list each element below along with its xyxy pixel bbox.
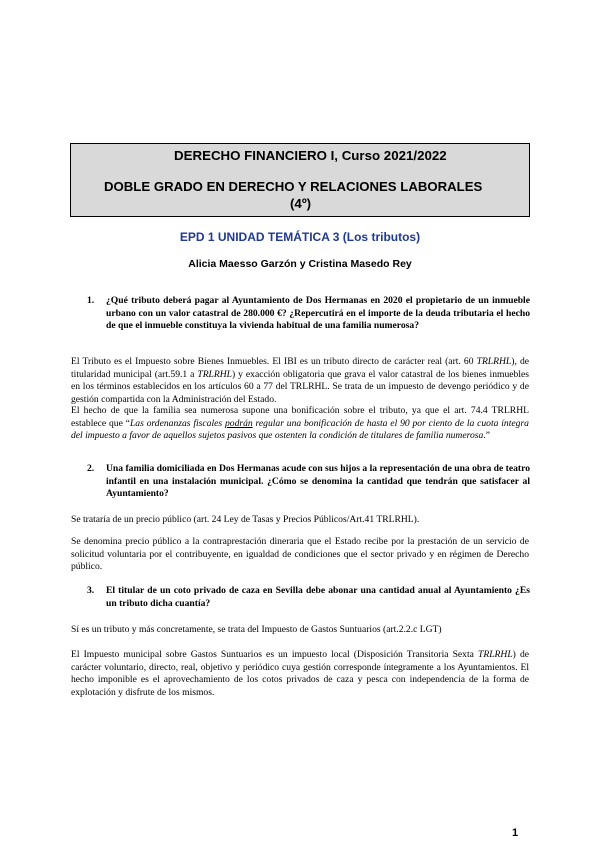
year-label: (4º) xyxy=(290,196,312,211)
answer-1-paragraph-2: El hecho de que la familia sea numerosa supone una bonificación sobre el tributo, ya que el art. 74.4 TRLRHL establece que “Las ordenanzas fiscales podrán regular una bonificación de hasta el 90 por ciento de la cuota íntegra del impuesto a favor de aquellos sujetos pasivos que ostenten la condición de titulares de familia numerosa.” xyxy=(71,405,529,441)
title-box xyxy=(70,143,530,217)
question-1-text: ¿Qué tributo deberá pagar al Ayuntamiento de Dos Hermanas en 2020 el propietario de un inmueble urbano con un valor catastral de 280.000 €? ¿Repercutirá en el importe de la deuda tributaria el hecho de que el inmueble constituya la vivienda habitual de una familia numerosa? xyxy=(106,295,530,331)
question-3 xyxy=(87,585,530,610)
question-2-number: 2. xyxy=(87,463,95,474)
question-3-text: El titular de un coto privado de caza en Sevilla debe abonar una cantidad anual al Ayuntamiento ¿Es un tributo dicha cuantía? xyxy=(106,585,530,609)
course-title: DERECHO FINANCIERO I, Curso 2021/2022 xyxy=(174,148,447,163)
authors: Alicia Maesso Garzón y Cristina Masedo Rey xyxy=(188,258,412,270)
question-3-number: 3. xyxy=(87,585,95,596)
answer-2-paragraph-2: Se denomina precio público a la contraprestación dineraria que el Estado recibe por la prestación de un servicio de solicitud voluntaria por el contribuyente, en igualdad de condiciones que el sector privado y en régimen de Derecho público. xyxy=(71,536,529,572)
question-1 xyxy=(87,295,530,333)
unit-title: EPD 1 UNIDAD TEMÁTICA 3 (Los tributos) xyxy=(179,230,421,244)
answer-1-paragraph-1: El Tributo es el Impuesto sobre Bienes Inmuebles. El IBI es un tributo directo de carácter real (art. 60 TRLRHL), de titularidad municipal (art.59.1 a TRLRHL) y exacción obligatoria que grava el valor catastral de los bienes inmuebles en los términos establecidos en los artículos 60 a 77 del TRLRHL. Se trata de un impuesto de devengo periódico y de gestión compartida con la Administración del Estado. xyxy=(71,356,530,405)
question-2 xyxy=(87,463,530,501)
degree-title: DOBLE GRADO EN DERECHO Y RELACIONES LABORALES xyxy=(104,179,483,194)
question-2-text: Una familia domiciliada en Dos Hermanas acude con sus hijos a la representación de una obra de teatro infantil en una instalación municipal. ¿Cómo se denomina la cantidad que tendrán que satisfacer al Ayuntamiento? xyxy=(106,463,530,499)
answer-3-paragraph-2: El Impuesto municipal sobre Gastos Suntuarios es un impuesto local (Disposición Transitoria Sexta TRLRHL) de carácter voluntario, directo, real, objetivo y periódico cuya gestión corresponde íntegramente a los Ayuntamientos. El hecho imponible es el aprovechamiento de los cotos privados de caza y pesca con independencia de la forma de explotación y disfrute de los mismos. xyxy=(71,649,529,698)
page-number: 1 xyxy=(512,827,519,839)
question-1-number: 1. xyxy=(87,295,95,306)
answer-3-paragraph-1: Sí es un tributo y más concretamente, se trata del Impuesto de Gastos Suntuarios (art.2.2.c LGT) xyxy=(71,624,442,635)
answer-2-paragraph-1: Se trataría de un precio público (art. 24 Ley de Tasas y Precios Públicos/Art.41 TRLRHL). xyxy=(71,514,420,525)
underlined-word: podrán xyxy=(224,417,253,429)
